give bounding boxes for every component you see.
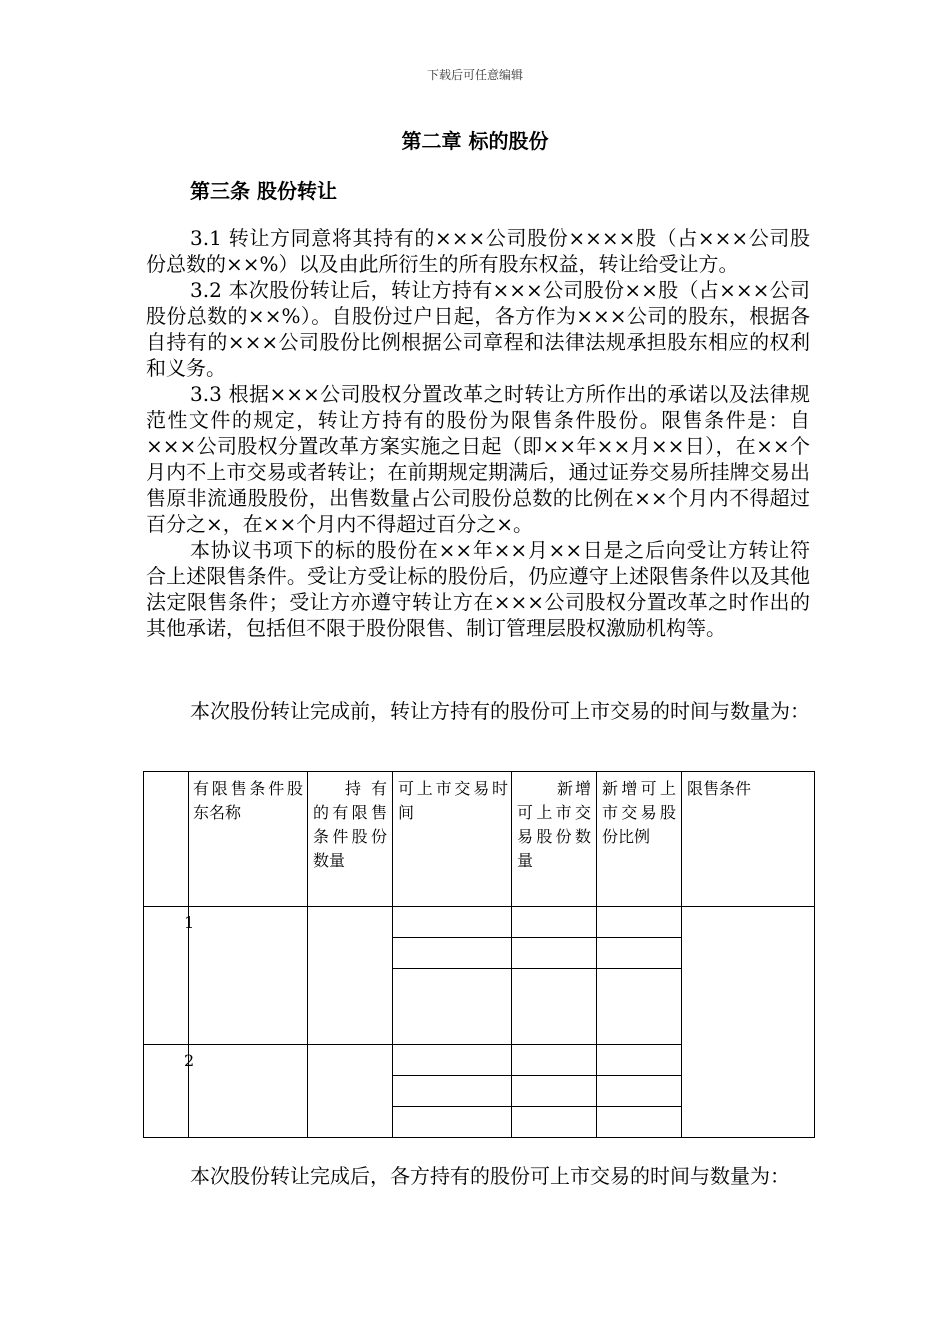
clause-3-1: 3.1 转让方同意将其持有的×××公司股份××××股（占×××公司股份总数的××%）以及由此所衍生的所有股东权益，转让给受让方。 [146,226,810,276]
article-title: 第三条 股份转让 [190,179,337,203]
row-number-1: 1 [184,913,195,932]
header-note: 下载后可任意编辑 [426,68,523,82]
row-number-2: 2 [184,1051,195,1070]
chapter-title: 第二章 标的股份 [401,129,549,153]
restricted-shares-table [143,771,815,1138]
table-outro [146,1163,810,1189]
clause-3-3: 3.3 根据×××公司股权分置改革之时转让方所作出的承诺以及法律规范性文件的规定，转让方持有的股份为限售条件股份。限售条件是：自×××公司股权分置改革方案实施之日起（即××年××月××日），在××个月内不上市交易或者转让；在前期规定期满后，通过证券交易所挂牌交易出售原非流通股股份，出售数量占公司股份总数的比例在××个月内不得超过百分之×，在××个月内不得超过百分之×。 [146,382,810,536]
table-intro [146,698,810,724]
header-new-ratio: 新增可上市交易股份比例 [602,779,676,846]
clause-restriction-note: 本协议书项下的标的股份在××年××月××日是之后向受让方转让符合上述限售条件。受让方受让标的股份后，仍应遵守上述限售条件以及其他法定限售条件；受让方亦遵守转让方在×××公司股权分置改革之时作出的其他承诺，包括但不限于股份限售、制订管理层股权激励机构等。 [146,538,810,640]
header-listing-time: 可上市交易时间 [398,779,508,822]
header-restriction: 限售条件 [687,779,752,798]
header-holder-name: 有限售条件股东名称 [193,779,303,822]
paragraph-before-table: 本次股份转让完成前，转让方持有的股份可上市交易的时间与数量为： [190,699,810,723]
header-restricted-shares: 持有的有限售条件股份数量 [313,779,387,870]
paragraph-after-table: 本次股份转让完成后，各方持有的股份可上市交易的时间与数量为： [190,1164,790,1188]
header-new-shares: 新增可上市交易股份数量 [517,779,591,870]
clause-3-2: 3.2 本次股份转让后，转让方持有×××公司股份××股（占×××公司股份总数的××%）。自股份过户日起，各方作为×××公司的股东，根据各自持有的×××公司股份比例根据公司章程和法律法规承担股东相应的权利和义务。 [146,278,810,380]
agreement-clauses [146,225,810,641]
